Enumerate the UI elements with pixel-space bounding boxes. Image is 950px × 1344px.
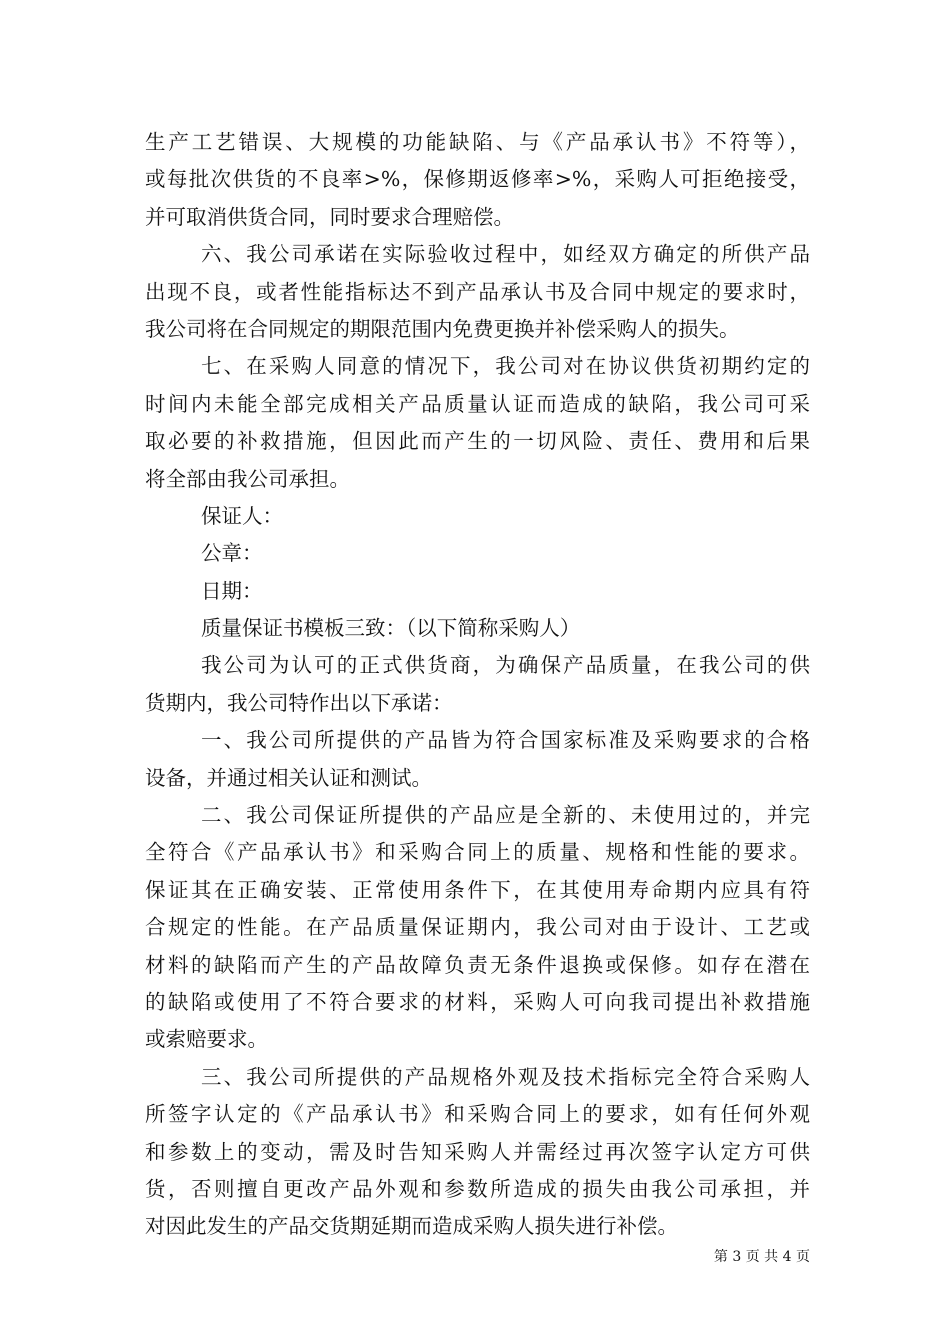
text-line-18: 设备，并通过相关认证和测试。 [145, 765, 432, 790]
text-line-23: 材料的缺陷而产生的产品故障负责无条件退换或保修。如存在潜在 [145, 952, 810, 977]
text-line-2: 或每批次供货的不良率>%，保修期返修率>%，采购人可拒绝接受， [145, 167, 810, 192]
text-line-30: 对因此发生的产品交货期延期而造成采购人损失进行补偿。 [145, 1214, 678, 1239]
text-line-1: 生产工艺错误、大规模的功能缺陷、与《产品承认书》不符等）， [145, 130, 810, 154]
text-line-19: 二、我公司保证所提供的产品应是全新的、未使用过的，并完 [201, 803, 810, 828]
text-line-4: 六、我公司承诺在实际验收过程中，如经双方确定的所供产品 [201, 242, 810, 267]
text-line-16: 货期内，我公司特作出以下承诺： [145, 690, 453, 715]
text-line-6: 我公司将在合同规定的期限范围内免费更换并补偿采购人的损失。 [145, 316, 740, 341]
template-heading: 质量保证书模板三致：（以下简称采购人） [201, 616, 581, 641]
page-number: 第 3 页 共 4 页 [713, 1249, 810, 1265]
text-line-15: 我公司为认可的正式供货商，为确保产品质量，在我公司的供 [201, 653, 810, 678]
text-line-3: 并可取消供货合同，同时要求合理赔偿。 [145, 204, 514, 229]
text-line-28: 和参数上的变动，需及时告知采购人并需经过再次签字认定方可供 [145, 1139, 810, 1164]
text-line-27: 所签字认定的《产品承认书》和采购合同上的要求，如有任何外观 [145, 1102, 810, 1127]
seal-label: 公章： [201, 541, 263, 566]
document-body [145, 124, 810, 1246]
text-line-17: 一、我公司所提供的产品皆为符合国家标准及采购要求的合格 [201, 728, 810, 753]
text-line-25: 或索赔要求。 [145, 1027, 268, 1052]
text-line-29: 货，否则擅自更改产品外观和参数所造成的损失由我公司承担，并 [145, 1176, 810, 1201]
guarantor-label: 保证人： [201, 503, 283, 528]
date-label: 日期： [201, 578, 263, 603]
text-line-26: 三、我公司所提供的产品规格外观及技术指标完全符合采购人 [201, 1064, 810, 1089]
text-line-9: 取必要的补救措施，但因此而产生的一切风险、责任、费用和后果 [145, 429, 810, 454]
text-line-7: 七、在采购人同意的情况下，我公司对在协议供货初期约定的 [201, 354, 810, 379]
text-line-22: 合规定的性能。在产品质量保证期内，我公司对由于设计、工艺或 [145, 915, 810, 940]
text-line-8: 时间内未能全部完成相关产品质量认证而造成的缺陷，我公司可采 [145, 391, 810, 416]
text-line-5: 出现不良，或者性能指标达不到产品承认书及合同中规定的要求时， [145, 279, 810, 304]
text-line-21: 保证其在正确安装、正常使用条件下，在其使用寿命期内应具有符 [145, 877, 810, 902]
text-line-10: 将全部由我公司承担。 [145, 466, 350, 491]
text-line-20: 全符合《产品承认书》和采购合同上的质量、规格和性能的要求。 [145, 840, 810, 865]
text-line-24: 的缺陷或使用了不符合要求的材料，采购人可向我司提出补救措施 [145, 989, 810, 1014]
